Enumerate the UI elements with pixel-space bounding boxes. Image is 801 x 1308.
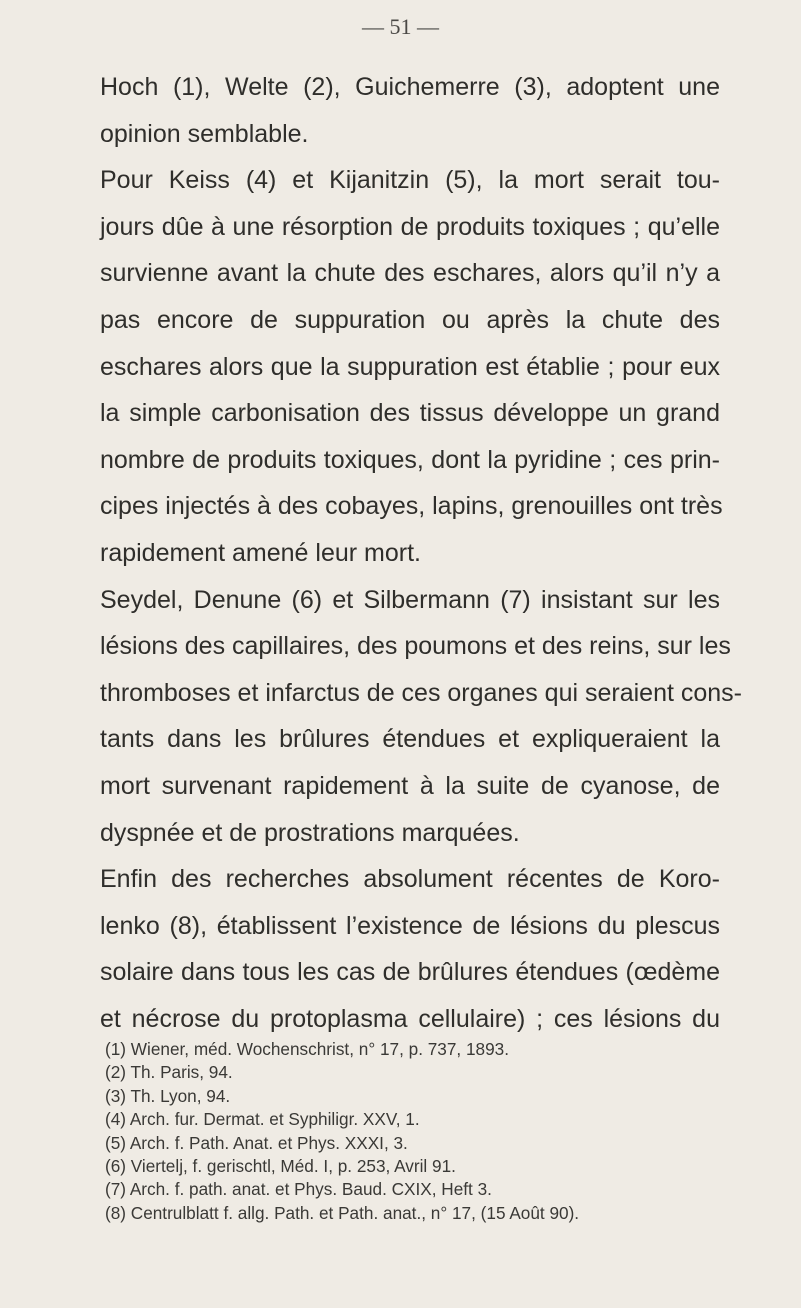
footnote: (8) Centrulblatt f. allg. Path. et Path. anat., n° 17, (15 Août 90).: [105, 1202, 580, 1223]
body-line: lésions des capillaires, des poumons et des reins, sur les: [100, 632, 731, 661]
body-line: la simple carbonisation des tissus développe un grand: [100, 399, 720, 428]
body-line: nombre de produits toxiques, dont la pyridine ; ces prin-: [100, 445, 720, 474]
body-line: Hoch (1), Welte (2), Guichemerre (3), adoptent une: [100, 73, 720, 101]
body-line: opinion semblable.: [100, 119, 309, 148]
body-line: Enfin des recherches absolument récentes de Koro-: [100, 865, 720, 894]
body-line: survienne avant la chute des eschares, alors qu’il n’y a: [100, 259, 720, 288]
body-line: solaire dans tous les cas de brûlures étendues (œdème: [100, 958, 720, 987]
body-line: rapidement amené leur mort.: [100, 538, 421, 567]
body-line: Pour Keiss (4) et Kijanitzin (5), la mort serait tou-: [100, 166, 720, 195]
footnotes: [105, 1038, 725, 1225]
page-number: — 51 —: [362, 14, 439, 39]
body-line: mort survenant rapidement à la suite de cyanose, de: [100, 771, 720, 800]
footnote: (5) Arch. f. Path. Anat. et Phys. XXXI, 3.: [105, 1132, 408, 1153]
footnote: (3) Th. Lyon, 94.: [105, 1085, 231, 1106]
footnote: (2) Th. Paris, 94.: [105, 1062, 233, 1083]
body-line: lenko (8), établissent l’existence de lésions du plescus: [100, 911, 720, 940]
body-line: jours dûe à une résorption de produits toxiques ; qu’elle: [100, 212, 720, 241]
body-text: [100, 64, 743, 1042]
body-line: dyspnée et de prostrations marquées.: [100, 818, 520, 847]
body-line: cipes injectés à des cobayes, lapins, grenouilles ont très: [100, 492, 723, 521]
body-line: et nécrose du protoplasma cellulaire) ; ces lésions du: [100, 1004, 720, 1033]
body-line: thromboses et infarctus de ces organes qui seraient cons-: [100, 678, 743, 707]
body-line: pas encore de suppuration ou après la chute des: [100, 305, 720, 334]
body-line: tants dans les brûlures étendues et expliqueraient la: [100, 725, 720, 754]
body-line: eschares alors que la suppuration est établie ; pour eux: [100, 352, 720, 381]
footnote: (4) Arch. fur. Dermat. et Syphiligr. XXV, 1.: [105, 1109, 420, 1130]
footnote: (7) Arch. f. path. anat. et Phys. Baud. CXIX, Heft 3.: [105, 1179, 492, 1200]
footnote: (1) Wiener, méd. Wochenschrist, n° 17, p. 737, 1893.: [105, 1039, 509, 1059]
footnote: (6) Viertelj, f. gerischtl, Méd. I, p. 253, Avril 91.: [105, 1156, 456, 1177]
body-line: Seydel, Denune (6) et Silbermann (7) insistant sur les: [100, 585, 720, 614]
